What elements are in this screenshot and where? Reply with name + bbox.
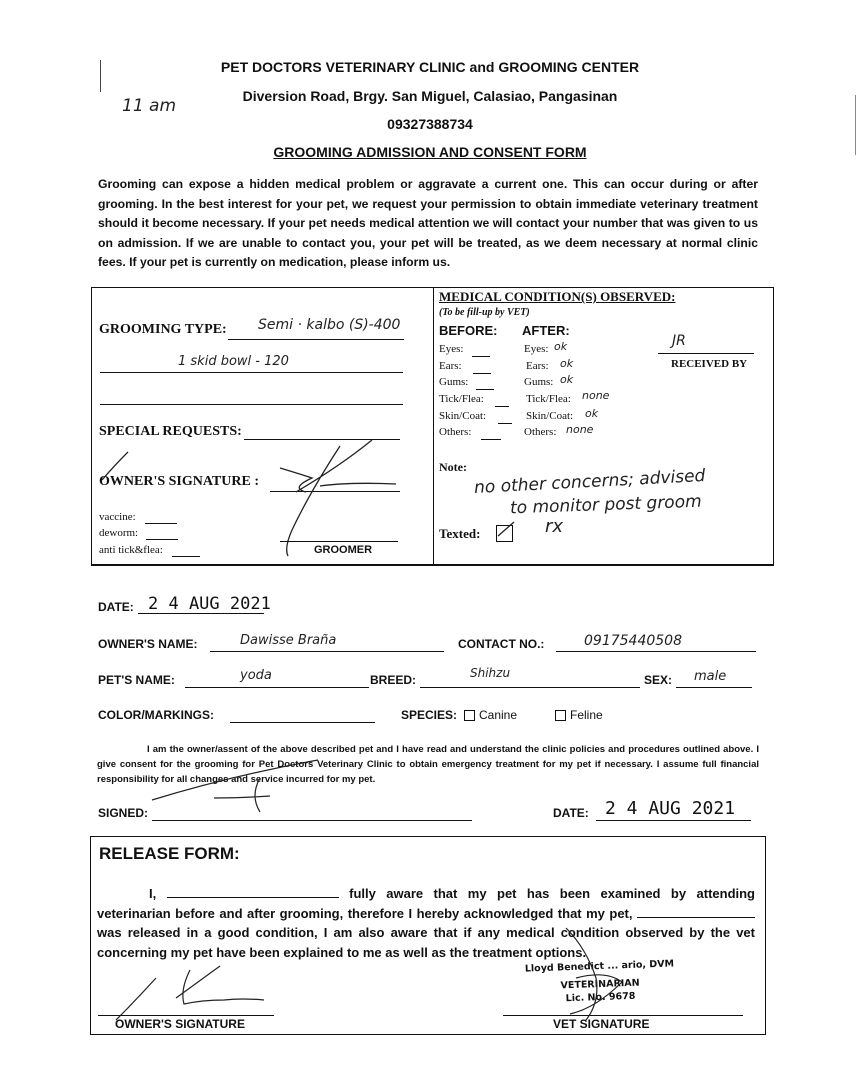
medical-subtitle: (To be fill-up by VET) <box>439 307 530 318</box>
release-title: RELEASE FORM: <box>99 844 240 863</box>
box-divider <box>433 288 434 564</box>
feline-label: Feline <box>570 708 603 722</box>
before-item: Others: <box>439 426 472 438</box>
texted-checkmark <box>494 518 518 542</box>
signed-date-field[interactable] <box>596 819 751 821</box>
before-item: Eyes: <box>439 343 464 355</box>
vet-signature-scribble <box>556 918 666 1028</box>
deworm-label: deworm: <box>99 527 139 539</box>
before-field[interactable] <box>495 405 509 407</box>
breed-label: BREED: <box>370 673 417 687</box>
note-line-2: to monitor post groom <box>509 491 702 519</box>
received-by-label: RECEIVED BY <box>671 358 748 370</box>
vaccine-field[interactable] <box>145 522 177 524</box>
before-field[interactable] <box>476 388 494 390</box>
breed-field[interactable] <box>420 686 640 688</box>
feline-checkbox[interactable] <box>555 710 566 721</box>
grooming-line-2-value: 1 skid bowl - 120 <box>178 354 289 369</box>
owner-signature-scribble <box>100 432 410 562</box>
breed-value: Shihzu <box>470 666 511 680</box>
groomer-label: GROOMER <box>314 544 373 556</box>
before-item: Gums: <box>439 376 469 388</box>
sex-value: male <box>694 669 727 684</box>
before-item: Skin/Coat: <box>439 410 487 422</box>
before-item: Tick/Flea: <box>439 393 484 405</box>
vet-stamp-license: Lic. No. 9678 <box>565 990 636 1005</box>
contact-label: CONTACT NO.: <box>458 637 545 651</box>
species-label: SPECIES: <box>401 708 458 722</box>
pet-name-value: yoda <box>240 668 272 683</box>
texted-initials: rx <box>545 516 564 537</box>
after-item-value: ok <box>585 407 599 420</box>
texted-label: Texted: <box>439 526 481 541</box>
after-item-label: Others: <box>524 426 557 438</box>
pet-name-field[interactable] <box>185 686 369 688</box>
after-item-label: Eyes: <box>524 343 549 355</box>
after-item-label: Tick/Flea: <box>526 393 571 405</box>
grooming-type-value: Semi · kalbo (S)-400 <box>258 317 401 333</box>
after-item-label: Ears: <box>526 360 549 372</box>
signed-signature-scribble <box>150 758 340 818</box>
grooming-line-2[interactable] <box>100 371 403 373</box>
after-item-value: ok <box>560 357 574 370</box>
grooming-type-field[interactable] <box>228 338 404 340</box>
release-owner-name-field[interactable] <box>167 885 339 898</box>
release-pet-name-field[interactable] <box>637 905 755 918</box>
after-item-value: none <box>582 389 610 402</box>
owner-signature-label: OWNER'S SIGNATURE : <box>99 474 259 489</box>
release-text-part-1: I, <box>149 886 157 901</box>
vaccine-label: vaccine: <box>99 511 136 523</box>
contact-value: 09175440508 <box>584 633 682 649</box>
species-option-feline[interactable] <box>555 708 603 722</box>
owner-name-value: Dawisse Braña <box>240 633 337 648</box>
release-text-part-2: fully aware that my pet has been examined by attending veterinarian before and after grooming, therefore I hereby acknowledged that my pet, <box>97 886 755 921</box>
consent-text: I am the owner/assent of the above described pet and I have read and understand the clinic policies and procedures outlined above. I give consent for the grooming for Pet Doctors Veterinary Clinic to obtain emergency treatment for my pet if necessary. I assume full financial responsibility for all changes and service incurred for my pet. <box>97 744 759 785</box>
signed-field[interactable] <box>152 819 472 821</box>
vet-signature-line[interactable] <box>503 1014 743 1016</box>
after-item-value: none <box>566 423 594 436</box>
note-label: Note: <box>439 460 467 474</box>
release-text-part-3: was released in a good condition, I am also aware that if any medical condition observed by the vet concerning my pet have been explained to me as well as the treatment options. <box>97 925 755 960</box>
groomer-signature-line[interactable] <box>280 540 398 542</box>
vet-stamp-name: Lloyd Benedict ... ario, DVM <box>524 958 675 975</box>
medical-title: MEDICAL CONDITION(S) OBSERVED: <box>439 289 676 304</box>
date-value: 2 4 AUG 2021 <box>148 594 271 614</box>
clinic-name: PET DOCTORS VETERINARY CLINIC and GROOMING CENTER <box>220 59 640 75</box>
special-requests-label: SPECIAL REQUESTS: <box>99 424 242 439</box>
owner-name-label: OWNER'S NAME: <box>98 637 198 651</box>
pet-name-label: PET'S NAME: <box>98 673 175 687</box>
vet-stamp-title: VETERINARIAN <box>560 977 640 992</box>
canine-checkbox[interactable] <box>464 710 475 721</box>
color-markings-field[interactable] <box>230 721 375 723</box>
owner-release-signature-label: OWNER'S SIGNATURE <box>115 1017 245 1031</box>
after-label: AFTER: <box>522 323 570 338</box>
note-line-1: no other concerns; advised <box>473 465 706 499</box>
before-field[interactable] <box>473 372 491 374</box>
handwritten-time: 11 am <box>122 96 177 116</box>
clinic-phone: 09327388734 <box>387 116 473 132</box>
before-field[interactable] <box>481 438 501 440</box>
after-item-value: ok <box>554 340 568 353</box>
before-field[interactable] <box>472 355 490 357</box>
antitick-label: anti tick&flea: <box>99 544 163 556</box>
after-item-label: Gums: <box>524 376 554 388</box>
sex-label: SEX: <box>644 673 673 687</box>
received-by-value: JR <box>672 333 686 349</box>
canine-label: Canine <box>479 708 518 722</box>
sex-field[interactable] <box>676 686 752 688</box>
received-by-line[interactable] <box>658 352 754 354</box>
date-label: DATE: <box>98 600 134 614</box>
antitick-field[interactable] <box>172 555 200 557</box>
deworm-field[interactable] <box>146 538 178 540</box>
before-label: BEFORE: <box>439 323 498 338</box>
owner-release-signature-line[interactable] <box>98 1014 274 1016</box>
owner-name-field[interactable] <box>210 650 444 652</box>
after-item-label: Skin/Coat: <box>526 410 574 422</box>
form-title: GROOMING ADMISSION AND CONSENT FORM <box>273 144 587 160</box>
contact-field[interactable] <box>556 650 756 652</box>
before-item: Ears: <box>439 360 462 372</box>
signed-date-label: DATE: <box>553 806 589 820</box>
before-field[interactable] <box>498 422 512 424</box>
signed-label: SIGNED: <box>98 806 149 820</box>
after-item-value: ok <box>560 373 574 386</box>
signed-date-value: 2 4 AUG 2021 <box>605 798 736 819</box>
intro-text: Grooming can expose a hidden medical problem or aggravate a current one. This can occur during or after grooming. In the best interest for your pet, we request your permission to obtain immediate veterinary treatment should it become necessary. If your pet needs medical attention we will contact your number that was given to us on admission. If we are unable to contact you, your pet will be treated, as we deem necessary at normal clinic fees. If your pet is currently on medication, please inform us. <box>98 177 758 269</box>
color-markings-label: COLOR/MARKINGS: <box>98 708 214 722</box>
clinic-address: Diversion Road, Brgy. San Miguel, Calasiao, Pangasinan <box>242 88 618 104</box>
grooming-line-3[interactable] <box>100 403 403 405</box>
vet-signature-label: VET SIGNATURE <box>553 1017 650 1031</box>
grooming-type-label: GROOMING TYPE: <box>99 322 227 337</box>
species-option-canine[interactable] <box>464 708 517 722</box>
